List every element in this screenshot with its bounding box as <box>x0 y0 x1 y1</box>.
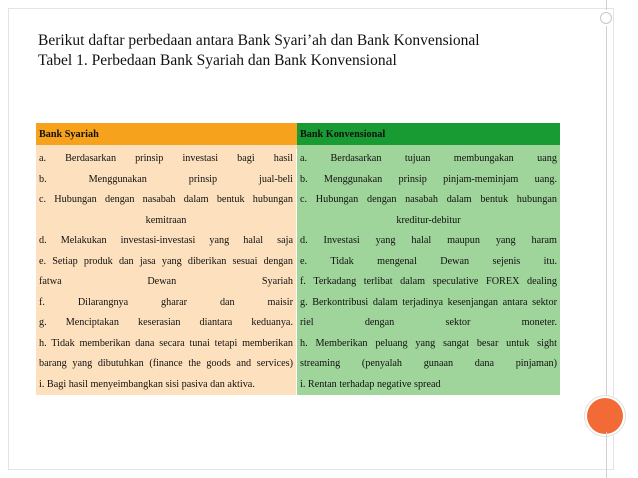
syariah-line-d: d. Melakukan investasi-investasi yang halal saja <box>39 235 293 246</box>
konvensional-line-h: h. Memberikan peluang yang sangat besar untuk sight <box>300 337 557 349</box>
title-line-1: Berikut daftar perbedaan antara Bank Syari’ah dan Bank Konvensional <box>38 32 480 49</box>
column-bank-konvensional <box>297 149 560 395</box>
syariah-line-c: c. Hubungan dengan nasabah dalam bentuk hubungan <box>39 194 293 205</box>
header-bank-syariah: Bank Syariah <box>36 123 297 145</box>
syariah-line-g: g. Menciptakan keserasian diantara keduanya. <box>39 317 293 328</box>
table-body <box>36 149 560 395</box>
konvensional-line-c-cont: kreditur-debitur <box>396 214 461 226</box>
decor-circle-orange <box>587 398 623 434</box>
syariah-line-i: i. Bagi hasil menyeimbangkan sisi pasiva dan aktiva. <box>39 378 255 390</box>
comparison-table <box>36 123 560 395</box>
konvensional-line-i: i. Rentan terhadap negative spread <box>300 378 441 390</box>
syariah-line-e: e. Setiap produk dan jasa yang diberikan sesuai dengan <box>39 255 293 267</box>
decor-circle-small <box>600 12 612 24</box>
syariah-line-h-cont: barang yang dibutuhkan (finance the goods and services) <box>39 358 293 369</box>
konvensional-line-a: a. Berdasarkan tujuan membungakan uang <box>300 153 557 164</box>
konvensional-line-d: d. Investasi yang halal maupun yang haram <box>300 235 557 246</box>
syariah-line-e-cont: fatwa Dewan Syariah <box>39 276 293 287</box>
syariah-line-a: a. Berdasarkan prinsip investasi bagi hasil <box>39 153 293 164</box>
konvensional-line-g: g. Berkontribusi dalam terjadinya kesenjangan antara sektor <box>300 296 557 308</box>
konvensional-line-f: f. Terkadang terlibat dalam speculative FOREX dealing <box>300 276 557 287</box>
title-line-2: Tabel 1. Perbedaan Bank Syariah dan Bank Konvensional <box>38 52 397 69</box>
decor-line-middle <box>606 26 607 401</box>
konvensional-line-g-cont: riel dengan sektor moneter. <box>300 317 557 328</box>
syariah-line-c-cont: kemitraan <box>145 214 187 226</box>
column-bank-syariah <box>36 149 297 395</box>
konvensional-line-h-cont: streaming (penyalah gunaan dana pinjaman) <box>300 358 557 369</box>
syariah-line-f: f. Dilarangnya gharar dan maisir <box>39 296 293 308</box>
syariah-line-h: h. Tidak memberikan dana secara tunai tetapi memberikan <box>39 337 293 349</box>
syariah-line-b: b. Menggunakan prinsip jual-beli <box>39 173 293 185</box>
table-header-row <box>36 123 560 145</box>
decor-line-bottom <box>606 432 607 478</box>
konvensional-line-e: e. Tidak mengenal Dewan sejenis itu. <box>300 255 557 267</box>
konvensional-line-c: c. Hubungan dengan nasabah dalam bentuk hubungan <box>300 194 557 205</box>
header-bank-konvensional: Bank Konvensional <box>297 123 560 145</box>
konvensional-line-b: b. Menggunakan prinsip pinjam-meminjam uang. <box>300 173 557 185</box>
decor-line-top <box>606 0 607 10</box>
slide-title <box>38 31 578 71</box>
